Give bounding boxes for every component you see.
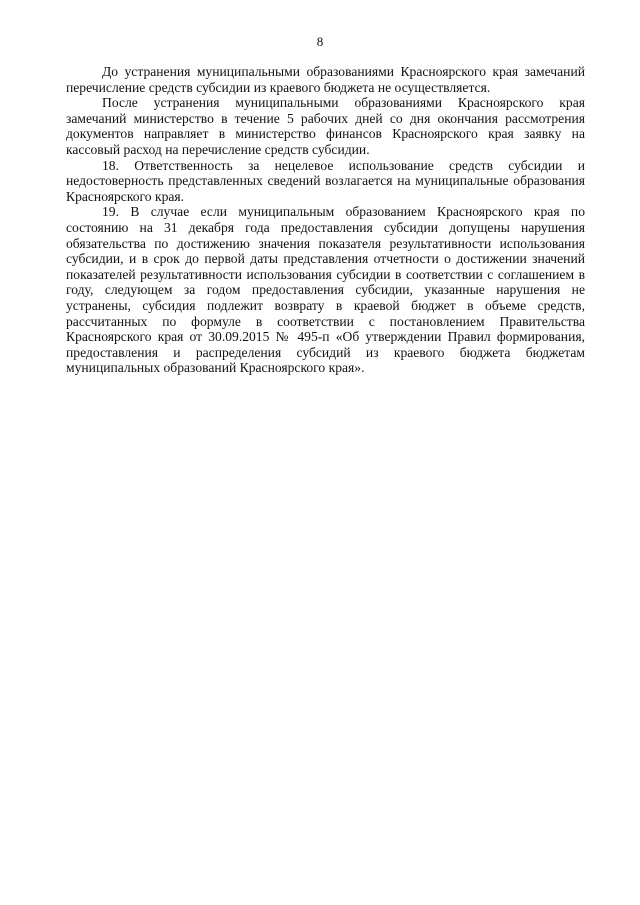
paragraph-payment-suspension: До устранения муниципальными образованиями Красноярского края замечаний перечисление средств субсидии из краевого бюджета не осуществляется.	[66, 64, 585, 95]
page-number: 8	[316, 34, 324, 49]
paragraph-19-subsidy-return: 19. В случае если муниципальным образованием Красноярского края по состоянию на 31 декабря года предоставления субсидии допущены нарушения обязательства по достижению значения показателя результативности использования субсидии, и в срок до первой даты представления отчетности о достижении значений показателей результативности использования субсидии в соответствии с соглашением в году, следующем за годом предоставления субсидии, указанные нарушения не устранены, субсидия подлежит возврату в краевой бюджет в объеме средств, рассчитанных по формуле в соответствии с постановлением Правительства Красноярского края от 30.09.2015 № 495-п «Об утверждении Правил формирования, предоставления и распределения субсидий из краевого бюджета бюджетам муниципальных образований Красноярского края».	[66, 204, 585, 376]
document-body	[66, 64, 585, 376]
paragraph-payment-request: После устранения муниципальными образованиями Красноярского края замечаний министерство в течение 5 рабочих дней со дня окончания рассмотрения документов направляет в министерство финансов Красноярского края заявку на кассовый расход на перечисление средств субсидии.	[66, 95, 585, 157]
paragraph-18-responsibility: 18. Ответственность за нецелевое использование средств субсидии и недостоверность представленных сведений возлагается на муниципальные образования Красноярского края.	[66, 157, 585, 204]
